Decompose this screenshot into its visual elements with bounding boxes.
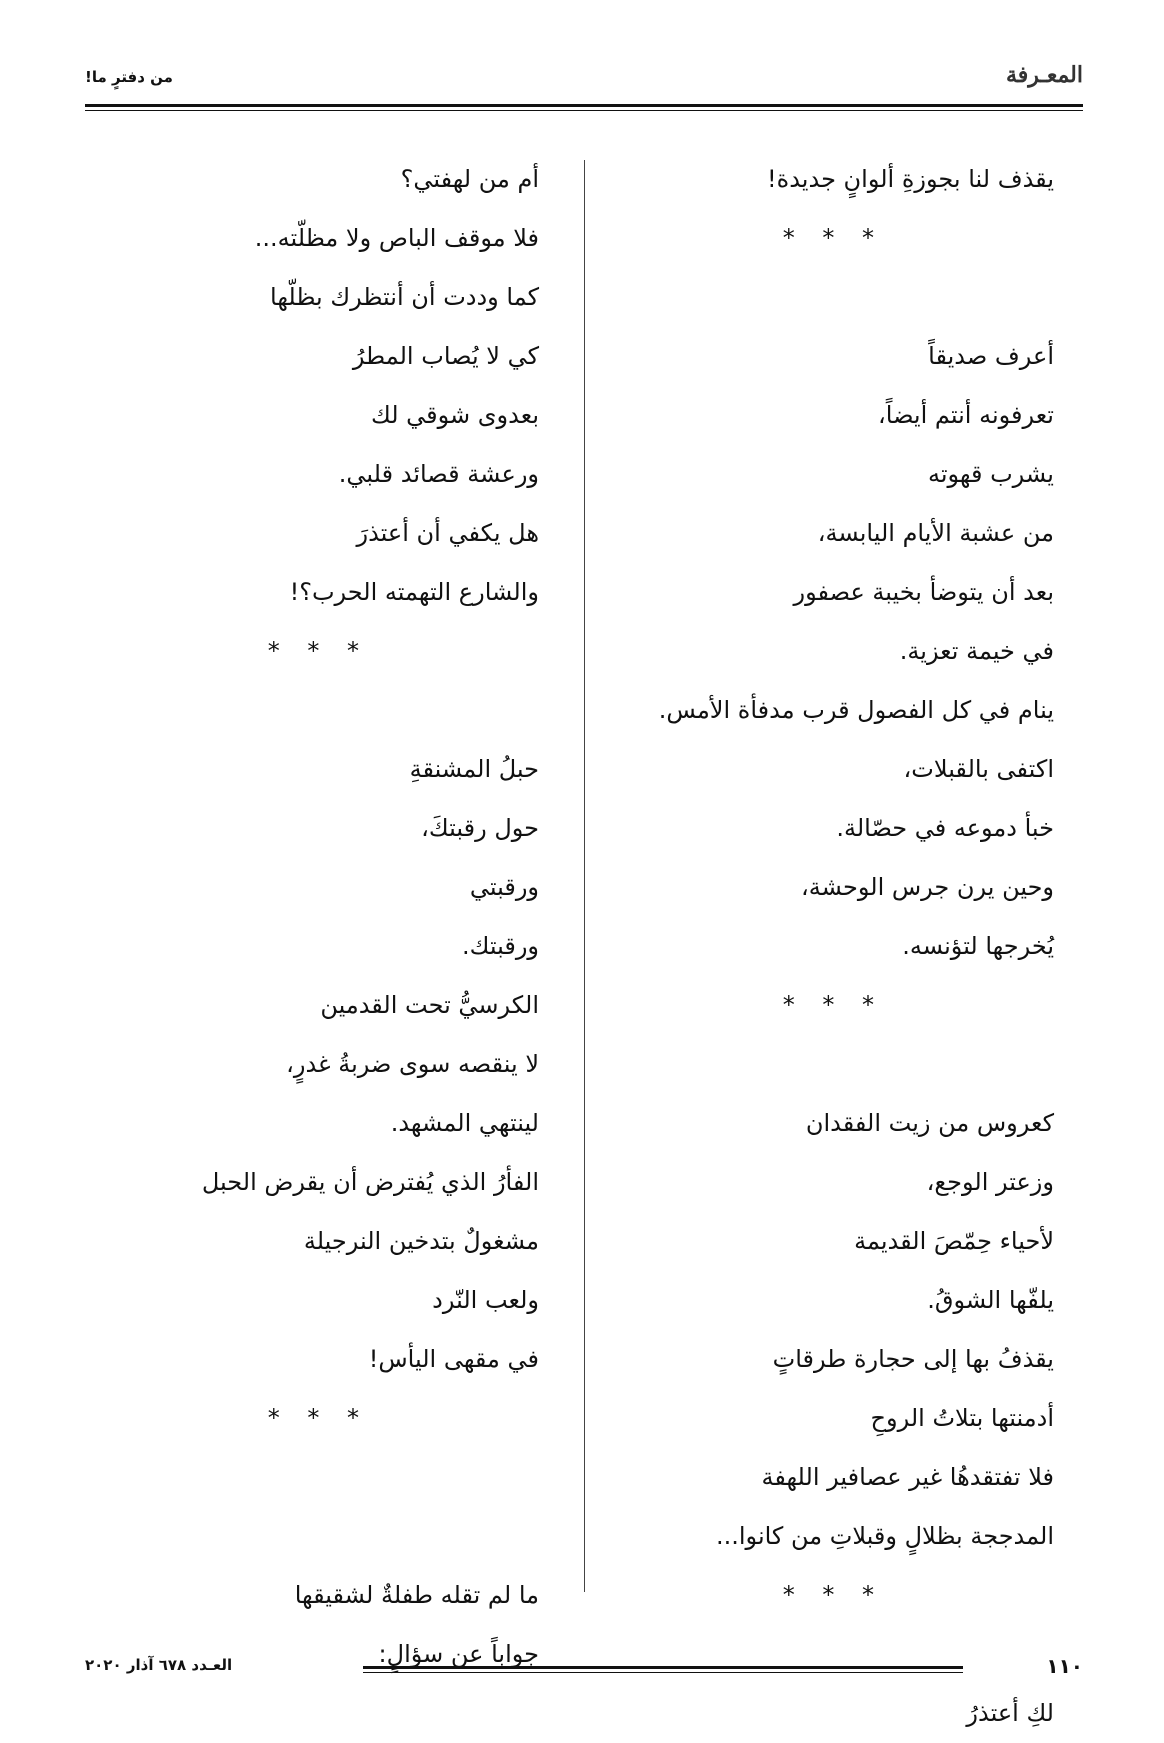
poem-line: وزعتر الوجع، <box>926 1168 1054 1196</box>
poem-line: فلا تفتقدهُا غير عصافير اللهفة <box>761 1463 1054 1491</box>
column-divider <box>584 160 585 1592</box>
footer-rule-thick <box>363 1666 963 1669</box>
poem-line: الفأرُ الذي يُفترض أن يقرض الحبل <box>201 1168 539 1196</box>
section-separator: * * * <box>267 637 369 665</box>
poem-line: ينام في كل الفصول قرب مدفأة الأمس. <box>658 696 1054 724</box>
poem-line: كما وددت أن أنتظرك بظلّها <box>270 283 539 311</box>
poem-line: لأحياء حِمّصَ القديمة <box>854 1227 1054 1255</box>
poem-line: حول رقبتكَ، <box>421 814 539 842</box>
poem-line: كعروس من زيت الفقدان <box>805 1109 1054 1137</box>
poem-line: يقذفُ بها إلى حجارة طرقاتٍ <box>772 1345 1054 1373</box>
poem-line: أدمنتها بتلاتُ الروحِ <box>870 1404 1054 1432</box>
poem-line: تعرفونه أنتم أيضاً، <box>878 401 1054 429</box>
header-rule-thick <box>85 104 1083 107</box>
poem-line: لينتهي المشهد. <box>390 1109 539 1137</box>
poem-line: كي لا يُصاب المطرُ <box>352 342 539 370</box>
poem-line <box>119 1448 539 1507</box>
poem-line: بعد أن يتوضأ بخيبة عصفور <box>793 578 1054 606</box>
poem-line: جواباً عن سؤالٍ: <box>378 1640 539 1668</box>
page-footer <box>85 1654 1083 1684</box>
poem-line: لكِ أعتذرُ <box>966 1699 1054 1727</box>
page-header <box>85 58 1083 114</box>
poem-line <box>614 1035 1054 1094</box>
poem-line: هل يكفي أن أعتذرَ <box>356 519 539 547</box>
poem-line: ورقبتك. <box>462 932 539 960</box>
poem-line: مشغولٌ بتدخين النرجيلة <box>303 1227 539 1255</box>
poem-line: بعدوى شوقي لك <box>370 401 539 429</box>
poem-line: ولعب النّرد <box>432 1286 539 1314</box>
poem-column-left <box>119 150 539 1684</box>
magazine-logo: المعـرفة <box>1005 62 1083 88</box>
poem-line: الكرسيُّ تحت القدمين <box>320 991 539 1019</box>
poem-line: يشرب قهوته <box>927 460 1054 488</box>
poem-line: والشارع التهمته الحرب؟! <box>289 578 539 606</box>
page-number: ١١٠ <box>1046 1654 1083 1678</box>
poem-line: من عشبة الأيام اليابسة، <box>817 519 1054 547</box>
poem-line: فلا موقف الباص ولا مظلّته... <box>254 224 539 252</box>
poem-line: لا ينقصه سوى ضربةُ غدرٍ، <box>286 1050 539 1078</box>
footer-rule-thin <box>363 1672 963 1673</box>
poem-line: اكتفى بالقبلات، <box>903 755 1054 783</box>
poem-line: المدججة بظلالٍ وقبلاتِ من كانوا... <box>715 1522 1054 1550</box>
poem-line: ورقبتي <box>469 873 539 901</box>
section-separator: * * * <box>267 1404 369 1432</box>
poem-line <box>119 1507 539 1566</box>
poem-line: خبأ دموعه في حصّالة. <box>836 814 1054 842</box>
poem-column-right <box>614 150 1054 1743</box>
poem-line: ما لم تقله طفلةٌ لشقيقها <box>294 1581 539 1609</box>
poem-line: يلفّها الشوقُ. <box>927 1286 1054 1314</box>
poem-line: وحين يرن جرس الوحشة، <box>801 873 1054 901</box>
poem-line: يُخرجها لتؤنسه. <box>902 932 1054 960</box>
poem-line: ورعشة قصائد قلبي. <box>338 460 539 488</box>
poem-line: يقذف لنا بجوزةِ ألوانٍ جديدة! <box>767 165 1054 193</box>
poem-line: في مقهى اليأس! <box>368 1345 539 1373</box>
header-rule-thin <box>85 110 1083 111</box>
poem-line <box>614 268 1054 327</box>
poem-line <box>119 681 539 740</box>
poem-line: أعرف صديقاً <box>928 342 1054 370</box>
running-title: من دفترٍ ما! <box>85 68 173 86</box>
issue-info: العـدد ٦٧٨ آذار ٢٠٢٠ <box>85 1656 233 1674</box>
poem-line: حبلُ المشنقةِ <box>409 755 539 783</box>
section-separator: * * * <box>782 224 884 252</box>
section-separator: * * * <box>782 1581 884 1609</box>
poem-line: في خيمة تعزية. <box>899 637 1054 665</box>
section-separator: * * * <box>782 991 884 1019</box>
poem-line: أم من لهفتي؟ <box>400 165 539 193</box>
